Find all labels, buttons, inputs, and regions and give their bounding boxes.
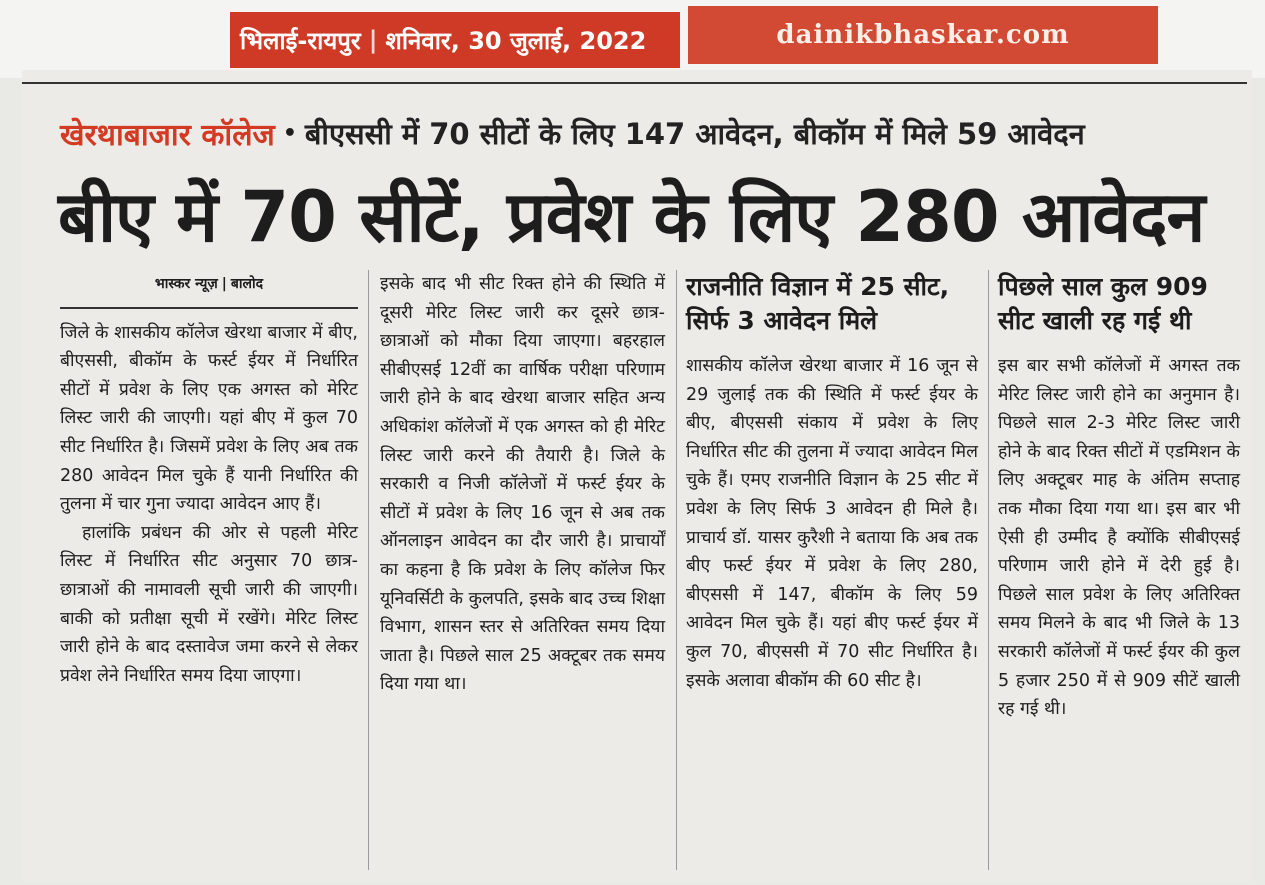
masthead-separator: | [368, 26, 378, 54]
byline-separator: | [221, 276, 227, 292]
byline-agency: भास्कर न्यूज़ [154, 276, 218, 292]
article-column-3 [686, 270, 978, 695]
column-4-subhead: पिछले साल कुल 909 सीट खाली रह गई थी [998, 272, 1208, 335]
column-divider [676, 270, 677, 870]
column-3-paragraph: शासकीय कॉलेज खेरथा बाजार में 16 जून से 29 जुलाई तक की स्थिति में फर्स्ट ईयर के बीए, बीएससी संकाय में प्रवेश के लिए निर्धारित सीट की तुलना में ज्यादा आवेदन मिल चुके हैं। एमए राजनीति विज्ञान के 25 सीट में प्रवेश के लिए सिर्फ 3 आवेदन ही मिले है। प्राचार्य डॉ. यासर कुरैशी ने बताया कि अब तक बीए फर्स्ट ईयर में प्रवेश के लिए 280, बीएससी में 147, बीकॉम के लिए 59 आवेदन मिल चुके हैं। यहां बीए फर्स्ट ईयर में कुल 70, बीएससी में 70 सीट निर्धारित है। इसके अलावा बीकॉम की 60 सीट है। [686, 356, 978, 691]
masthead-date: शनिवार, 30 जुलाई, 2022 [385, 26, 647, 55]
article-column-1 [60, 270, 358, 690]
column-3-subhead: राजनीति विज्ञान में 25 सीट, सिर्फ 3 आवेदन मिले [686, 272, 950, 335]
article-column-4 [998, 270, 1240, 724]
main-headline: बीए में 70 सीटें, प्रवेश के लिए 280 आवेदन [58, 176, 1205, 258]
column-4-paragraph: इस बार सभी कॉलेजों में अगस्त तक मेरिट लिस्ट जारी होने का अनुमान है। पिछले साल 2-3 मेरिट लिस्ट जारी होने के बाद रिक्त सीटों में एडमिशन के लिए अक्टूबर माह के अंतिम सप्ताह तक मौका दिया गया था। इस बार भी ऐसी ही उम्मीद है क्योंकि सीबीएसई परिणाम जारी होने में देरी हुई है। पिछले साल प्रवेश के लिए अतिरिक्त समय मिलने के बाद भी जिले के 13 सरकारी कॉलेजों में फर्स्ट ईयर की कुल 5 हजार 250 में से 909 सीटें खाली रह गई थी। [998, 356, 1240, 720]
byline-rule [60, 307, 358, 309]
byline [60, 270, 358, 299]
column-divider [988, 270, 989, 870]
kicker-bullet: • [282, 120, 297, 146]
kicker-subheadline: बीएससी में 70 सीटों के लिए 147 आवेदन, बीकॉम में मिले 59 आवेदन [304, 116, 1085, 151]
top-rule [22, 82, 1247, 84]
byline-place: बालोद [230, 276, 264, 292]
column-1-paragraph-2: हालांकि प्रबंधन की ओर से पहली मेरिट लिस्ट में निर्धारित सीट अनुसार 70 छात्र-छात्राओं की नामावली सूची जारी की जाएगी। बाकी को प्रतीक्षा सूची में रखेंगे। मेरिट लिस्ट जारी होने के बाद दस्तावेज जमा करने से लेकर प्रवेश लेने निर्धारित समय दिया जाएगा। [60, 522, 358, 686]
kicker-line [60, 110, 1250, 156]
masthead-website: dainikbhaskar.com [688, 6, 1158, 64]
column-divider [368, 270, 369, 870]
masthead-bar [230, 12, 680, 68]
column-2-paragraph: इसके बाद भी सीट रिक्त होने की स्थिति में दूसरी मेरिट लिस्ट जारी कर दूसरे छात्र-छात्राओं को मौका दिया जाएगा। बहरहाल सीबीएसई 12वीं का वार्षिक परीक्षा परिणाम जारी होने के बाद खेरथा बाजार सहित अन्य अधिकांश कॉलेजों में एक अगस्त को ही मेरिट लिस्ट जारी करने की तैयारी है। जिले के सरकारी व निजी कॉलेजों में फर्स्ट ईयर के सीटों में प्रवेश के लिए 16 जून से अब तक ऑनलाइन आवेदन का दौर जारी है। प्राचार्यों का कहना है कि प्रवेश के लिए कॉलेज फिर यूनिवर्सिटी के कुलपति, इसके बाद उच्च शिक्षा विभाग, शासन स्तर से अतिरिक्त समय दिया जाता है। पिछले साल 25 अक्टूबर तक समय दिया गया था। [380, 274, 665, 695]
column-1-paragraph-1: जिले के शासकीय कॉलेज खेरथा बाजार में बीए, बीएससी, बीकॉम के फर्स्ट ईयर में निर्धारित सीटों में प्रवेश के लिए एक अगस्त को मेरिट लिस्ट जारी की जाएगी। यहां बीए में कुल 70 सीट निर्धारित है। जिसमें प्रवेश के लिए अब तक 280 आवेदन मिल चुके हैं यानी निर्धारित की तुलना में चार गुना ज्यादा आवेदन आए हैं। [60, 322, 358, 515]
masthead-edition: भिलाई-रायपुर [240, 26, 361, 55]
kicker-tag: खेरथाबाजार कॉलेज [60, 117, 275, 153]
article-column-2 [380, 270, 665, 699]
